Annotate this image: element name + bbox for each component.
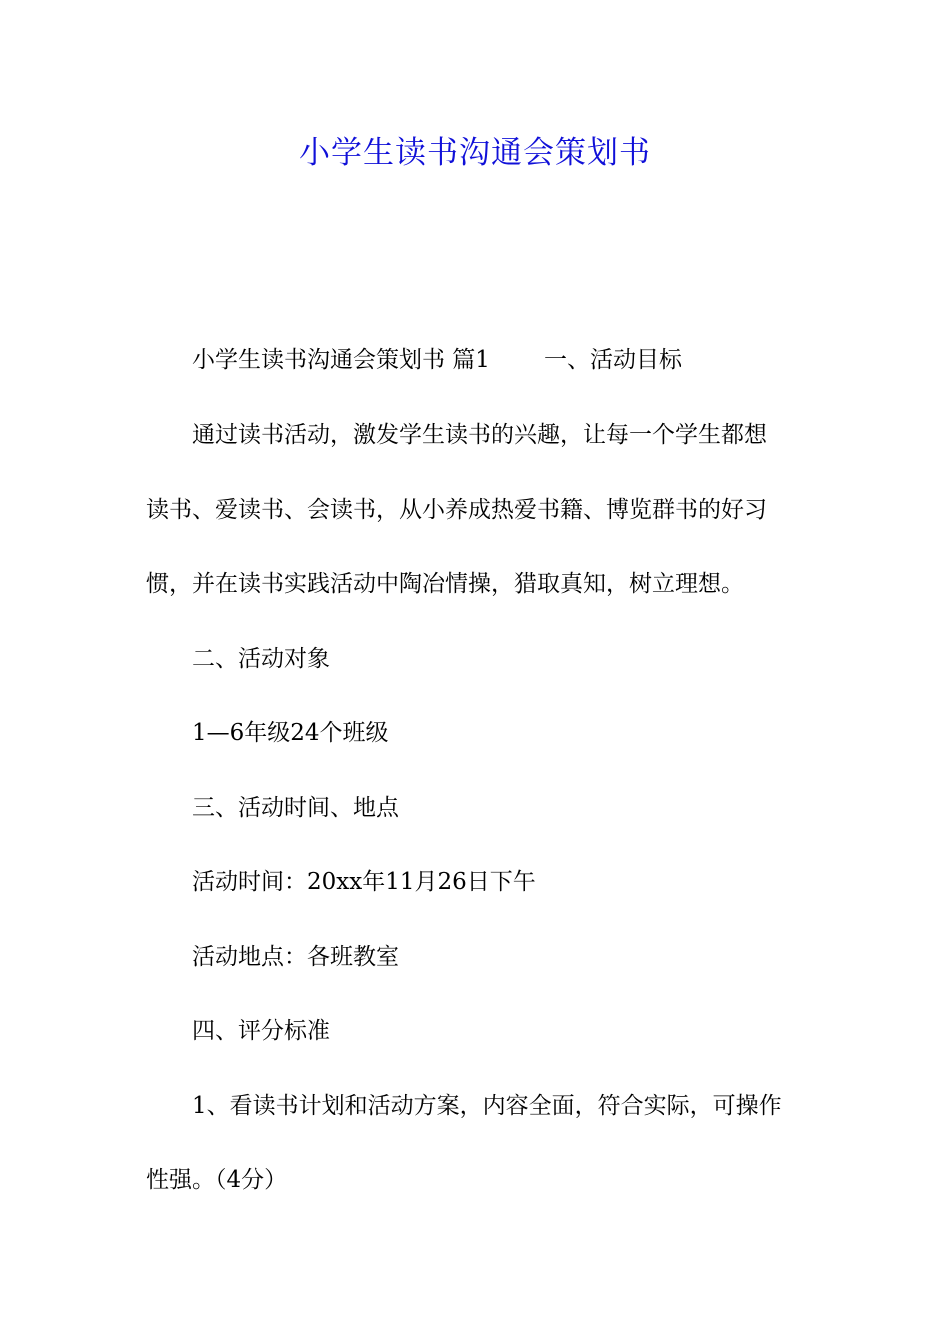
section-heading-goals: 一、活动目标 [543, 347, 682, 373]
section-heading-criteria: 四、评分标准 [192, 1018, 330, 1044]
document-title: 小学生读书沟通会策划书 [299, 135, 651, 171]
article-label: 小学生读书沟通会策划书 篇1 [192, 347, 490, 373]
article-heading-line [146, 342, 854, 378]
paragraph-line: 活动地点：各班教室 [192, 944, 399, 970]
section-heading-time-place: 三、活动时间、地点 [192, 795, 399, 821]
section-heading-audience: 二、活动对象 [192, 646, 330, 672]
paragraph-line: 1—6年级24个班级 [192, 720, 389, 746]
paragraph-line: 通过读书活动，激发学生读书的兴趣，让每一个学生都想 [192, 422, 767, 448]
paragraph-line: 性强。（4分） [146, 1167, 288, 1193]
paragraph-line: 1、看读书计划和活动方案，内容全面，符合实际，可操作 [192, 1093, 782, 1119]
paragraph-line: 读书、爱读书、会读书，从小养成热爱书籍、博览群书的好习 [146, 497, 767, 523]
paragraph-line: 活动时间：20xx年11月26日下午 [192, 869, 536, 895]
paragraph-line: 惯，并在读书实践活动中陶冶情操，猎取真知，树立理想。 [146, 571, 744, 597]
